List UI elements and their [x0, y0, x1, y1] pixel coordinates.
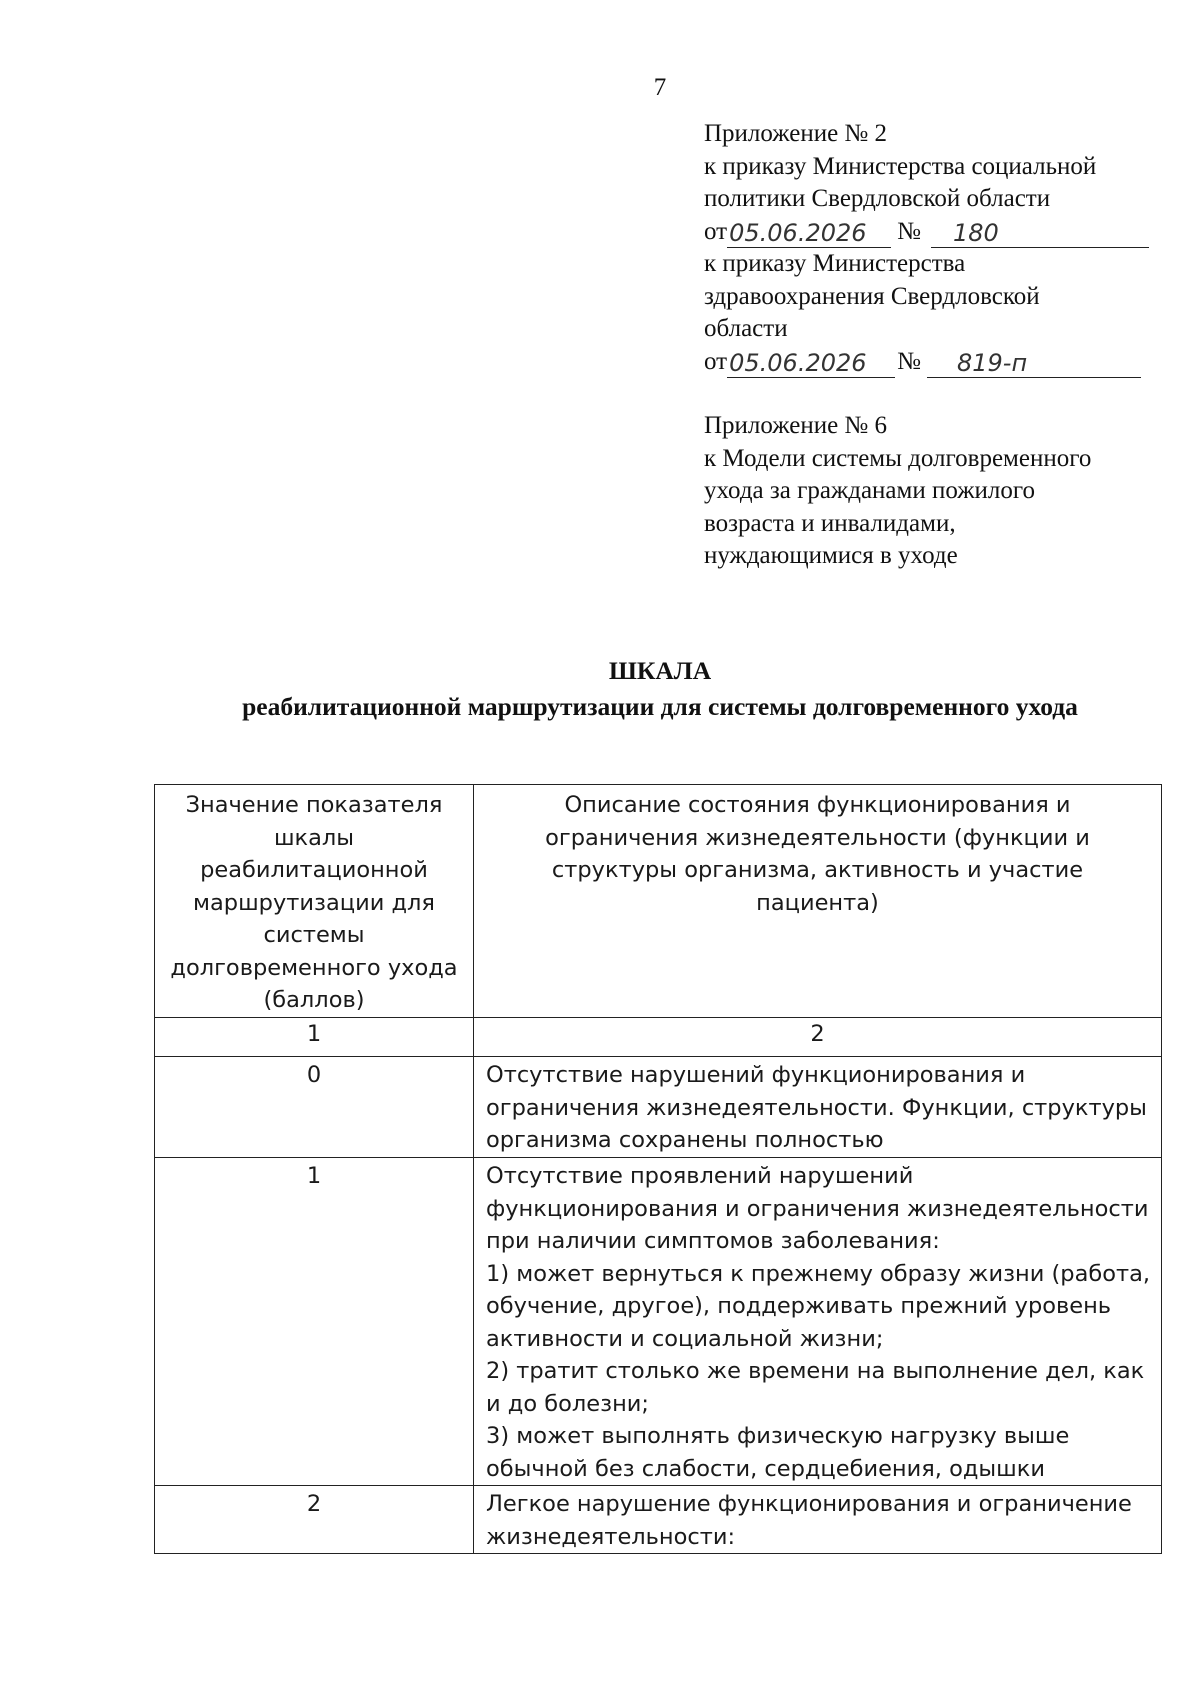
handwritten-date-1: 05.06.2026 — [727, 219, 891, 248]
number-label: № — [897, 217, 921, 245]
handwritten-number-2: 819-п — [927, 349, 1141, 378]
handwritten-date-2: 05.06.2026 — [727, 349, 895, 378]
description-cell: Отсутствие проявлений нарушений функционирования и ограничения жизнедеятельности при наличии симптомов заболевания: 1) может вернуться к прежнему образу жизни (работа, обучение, другое), поддерживать прежний уровень активности и социальной жизни; 2) тратит столько же времени на выполнение дел, как и до болезни; 3) может выполнять физическую нагрузку выше обычной без слабости, сердцебиения, одышки — [474, 1158, 1162, 1486]
table-row — [155, 1486, 1162, 1554]
table-row — [155, 1057, 1162, 1158]
annex-2-block — [704, 118, 1174, 378]
number-label: № — [897, 347, 921, 375]
annex-6-line: ухода за гражданами пожилого — [704, 477, 1035, 504]
order-1-signature-line — [704, 216, 1174, 249]
annex-6-line: к Модели системы долговременного — [704, 444, 1092, 472]
rehab-scale-table — [154, 784, 1162, 1554]
annex-2-line: политики Свердловской области — [704, 185, 1051, 212]
score-cell: 2 — [155, 1486, 474, 1554]
annex-6-block — [704, 410, 1174, 573]
description-cell: Легкое нарушение функционирования и ограничение жизнедеятельности: — [474, 1486, 1162, 1554]
annex-6-line: возраста и инвалидами, — [704, 509, 956, 537]
annex-2-title: Приложение № 2 — [704, 120, 888, 147]
document-title: ШКАЛА — [608, 656, 712, 685]
from-label: от — [704, 217, 728, 245]
column-number-2: 2 — [474, 1018, 1162, 1057]
table-row — [155, 1158, 1162, 1486]
header-cell-score: Значение показателя шкалы реабилитационной маршрутизации для системы долговременного ухода (баллов) — [155, 785, 474, 1018]
annex-2-line: здравоохранения Свердловской — [704, 282, 1040, 310]
order-2-signature-line — [704, 346, 1174, 379]
description-cell: Отсутствие нарушений функционирования и ограничения жизнедеятельности. Функции, структуры организма сохранены полностью — [474, 1057, 1162, 1158]
header-cell-description: Описание состояния функционирования и ограничения жизнедеятельности (функции и структуры организма, активность и участие пациента) — [474, 785, 1162, 1018]
handwritten-number-1: 180 — [931, 219, 1149, 248]
column-number-row — [155, 1018, 1162, 1057]
score-cell: 0 — [155, 1057, 474, 1158]
score-cell: 1 — [155, 1158, 474, 1486]
document-subtitle: реабилитационной маршрутизации для системы долговременного ухода — [242, 692, 1078, 721]
page-number: 7 — [653, 74, 667, 101]
annex-2-line: к приказу Министерства — [704, 250, 966, 277]
from-label: от — [704, 347, 728, 375]
annex-2-line: области — [704, 315, 788, 342]
table-header-row — [155, 785, 1162, 1018]
annex-6-title: Приложение № 6 — [704, 412, 888, 439]
annex-6-line: нуждающимися в уходе — [704, 542, 958, 569]
annex-2-line: к приказу Министерства социальной — [704, 152, 1097, 180]
column-number-1: 1 — [155, 1018, 474, 1057]
